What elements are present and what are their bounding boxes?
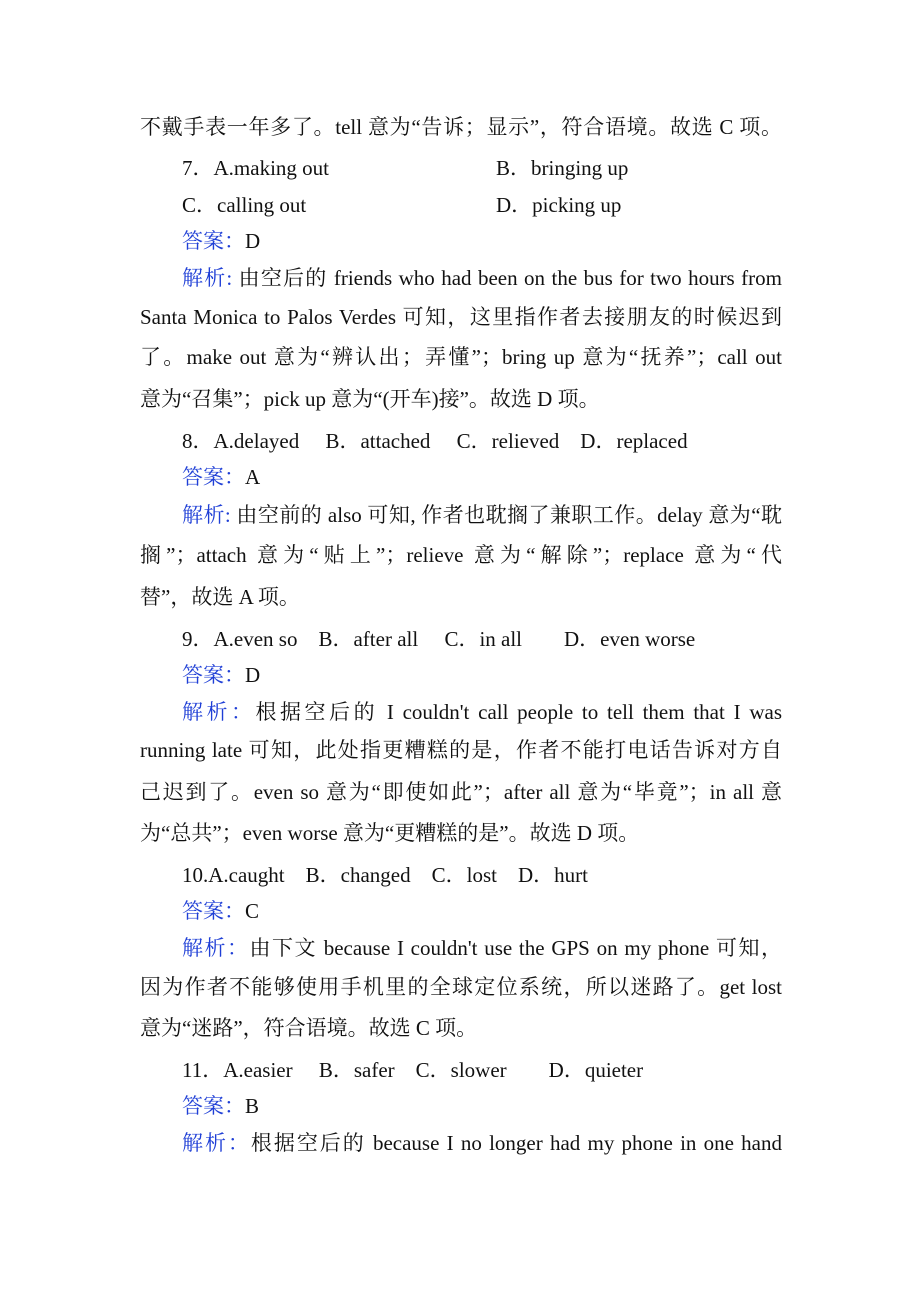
answer-label: 答案： [182, 899, 245, 923]
question-8-options: 8．A.delayed B．attached C．relieved D．replaced [182, 429, 688, 453]
explanation-label: 解析： [182, 936, 250, 960]
option-c: C．calling out [182, 193, 307, 217]
question-7-options-ab [182, 153, 782, 183]
answer-value: D [245, 229, 261, 253]
option-a: 7．A.making out [182, 156, 329, 180]
answer-line [182, 462, 782, 492]
text-line: 搁”；attach 意为“贴上”；relieve 意为“解除”；replace 意为“代 [140, 543, 782, 567]
text-line: 替”，故选 A 项。 [140, 585, 300, 609]
explanation-text: 由空后的 friends who had been on the bus for two hours from [232, 266, 782, 290]
answer-value: D [245, 663, 261, 687]
text-line: 意为“召集”；pick up 意为“(开车)接”。故选 D 项。 [140, 387, 600, 411]
answer-value: C [245, 899, 260, 923]
explanation-line [182, 263, 782, 293]
explanation-line [182, 933, 782, 963]
question-10-options: 10.A.caught B．changed C．lost D．hurt [182, 863, 588, 887]
answer-value: A [245, 465, 261, 489]
text-line: 己迟到了。even so 意为“即使如此”；after all 意为“毕竟”；in all 意 [140, 780, 782, 804]
answer-line [182, 226, 782, 256]
explanation-label: 解析: [182, 503, 231, 527]
explanation-label: 解析： [182, 1131, 251, 1155]
explanation-label: 解析： [182, 700, 256, 724]
question-9-options: 9．A.even so B．after all C．in all D．even worse [182, 627, 696, 651]
answer-label: 答案： [182, 663, 245, 687]
question-11-options: 11．A.easier B．safer C．slower D．quieter [182, 1058, 644, 1082]
explanation-line [182, 500, 782, 530]
explanation-label: 解析: [182, 266, 233, 290]
answer-value: B [245, 1094, 260, 1118]
explanation-line [182, 697, 782, 727]
question-7-options-cd [182, 190, 782, 220]
text-line: 不戴手表一年多了。tell 意为“告诉；显示”，符合语境。故选 C 项。 [140, 115, 782, 139]
text-line: 因为作者不能够使用手机里的全球定位系统，所以迷路了。get lost [140, 975, 782, 999]
text-line: running late 可知，此处指更糟糕的是，作者不能打电话告诉对方自 [140, 738, 782, 762]
answer-line [182, 660, 782, 690]
text-line: Santa Monica to Palos Verdes 可知，这里指作者去接朋友的时候迟到 [140, 305, 782, 329]
answer-label: 答案： [182, 229, 245, 253]
answer-label: 答案： [182, 465, 245, 489]
explanation-text: 根据空后的 because I no longer had my phone in one hand [250, 1131, 782, 1155]
text-line: 了。make out 意为“辨认出；弄懂”；bring up 意为“抚养”；call out [140, 345, 782, 369]
answer-label: 答案： [182, 1094, 245, 1118]
explanation-text: 由下文 because I couldn't use the GPS on my phone 可知， [249, 936, 782, 960]
option-b: B．bringing up [496, 156, 629, 180]
answer-line [182, 1091, 782, 1121]
option-d: D．picking up [496, 193, 622, 217]
text-line: 为“总共”；even worse 意为“更糟糕的是”。故选 D 项。 [140, 821, 640, 845]
answer-line [182, 896, 782, 926]
explanation-text: 由空前的 also 可知, 作者也耽搁了兼职工作。delay 意为“耽 [230, 503, 782, 527]
explanation-line [182, 1128, 782, 1158]
explanation-text: 根据空后的 I couldn't call people to tell them that I was [255, 700, 783, 724]
text-line: 意为“迷路”，符合语境。故选 C 项。 [140, 1016, 478, 1040]
